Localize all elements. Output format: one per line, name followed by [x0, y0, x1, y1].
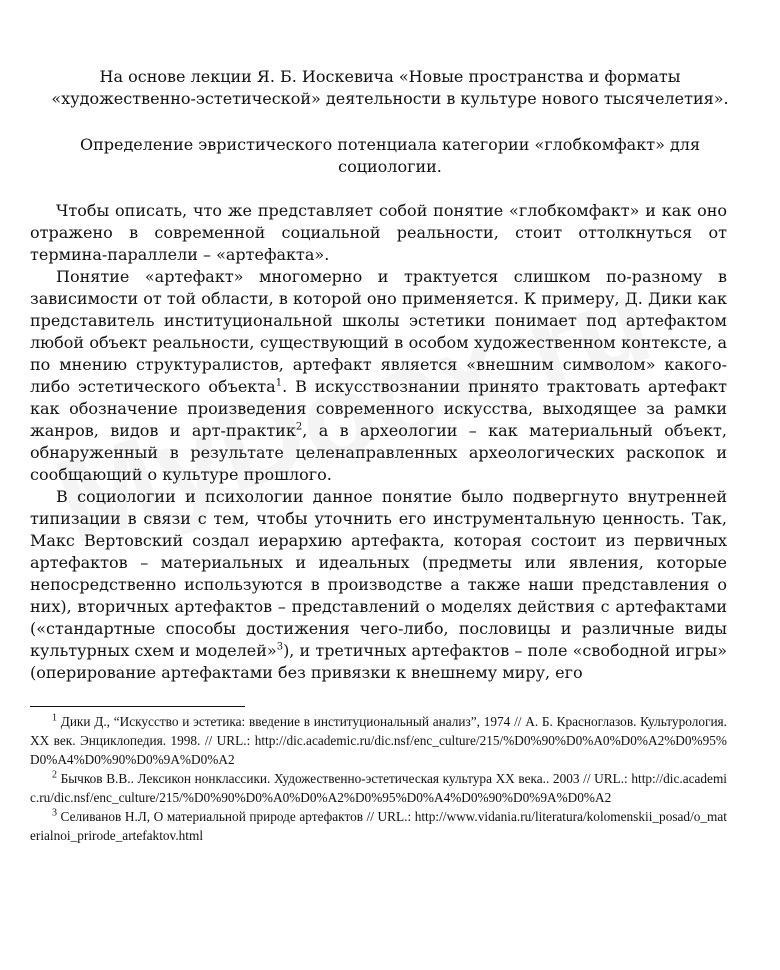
- footnote-ref-3[interactable]: 3: [276, 641, 284, 653]
- footnote-ref-2[interactable]: 2: [295, 421, 303, 433]
- header-line-2: «художественно-эстетической» деятельности в культуре нового тысячелетия».: [51, 89, 729, 108]
- footnote-3: $^3$ Селиванов Н.Л, О материальной природе артефактов // URL.: http://www.vidania.ru/literatura/kolomenskii_posad/o_materialnoi_prirode_artefaktov.html: [30, 807, 727, 843]
- footnote-separator: [30, 706, 245, 707]
- paragraph-2: Понятие «артефакт» многомерно и трактуется слишком по-разному в зависимости от той области, в которой оно применяется. К примеру, Д. Дики как представитель институциональной школы эстетики понимает под артефактом любой объект реальности, существующий в особом художественном контексте, а по мнению структуралистов, артефакт является «внешним символом» какого-либо эстетического объекта$^1$. В искусствознании принято трактовать артефакт как обозначение произведения современного искусства, выходящее за рамки жанров, видов и арт-практик$^2$, а в археологии – как материальный объект, обнаруженный в результате целенаправленных археологических раскопок и сообщающий о культуре прошлого.: [30, 267, 728, 484]
- lecture-header: [30, 66, 750, 110]
- body-text: [30, 200, 727, 684]
- header-line-1: На основе лекции Я. Б. Иоскевича «Новые пространства и форматы: [99, 67, 681, 86]
- footnote-ref-1[interactable]: 1: [275, 377, 283, 389]
- footnote-1: $^1$ Дики Д., “Искусство и эстетика: введение в институциональный анализ”, 1974 // А. Б. Красноглазов. Культурология. XX век. Энциклопедия. 1998. // URL.: http://dic.academic.ru/dic.nsf/enc_culture/215/%D0%90%D0%A0%D0%A2%D0%95%D0%A4%D0%90%D0%9A%D0%A2: [30, 712, 727, 767]
- paragraph-1: Чтобы описать, что же представляет собой понятие «глобкомфакт» и как оно отражено в современной социальной реальности, стоит оттолкнуться от термина-параллели – «артефакта».: [30, 201, 727, 264]
- footnotes: [30, 712, 727, 845]
- footnote-2-link[interactable]: http://dic.academic.ru/dic.nsf/enc_culture/215/%D0%90%D0%A0%D0%A2%D0%95%D0%A4%D0%90%D0%9A%D0%A2: [30, 771, 727, 805]
- paragraph-3: В социологии и психологии данное понятие было подвергнуто внутренней типизации в связи с тем, чтобы уточнить его инструментальную ценность. Так, Макс Вертовский создал иерархию артефакта, которая состоит из первичных артефактов – материальных и идеальных (предметы или явления, которые непосредственно используются в производстве а также наши представления о них), вторичных артефактов – представлений о моделях действия с артефактами («стандартные способы достижения чего-либо, пословицы и различные виды культурных схем и моделей»$^3$), и третичных артефактов – поле «свободной игры» (оперирование артефактами без привязки к внешнему миру, его: [30, 487, 727, 682]
- section-title: [60, 134, 720, 178]
- footnote-2: $^2$ Бычков В.В.. Лексикон нонклассики. Художественно-эстетическая культура XX века.. 2003 // URL.: http://dic.academic.ru/dic.nsf/enc_culture/215/%D0%90%D0%A0%D0%A2%D0%95%D0%A4%D0%90%D0%9A%D0%A2: [30, 769, 727, 805]
- footnote-3-link[interactable]: http://www.vidania.ru/literatura/kolomenskii_posad/o_materialnoi_prirode_artefaktov.html: [30, 809, 727, 843]
- section-title-line-1: Определение эвристического потенциала категории «глобкомфакт» для: [79, 135, 701, 154]
- footnote-1-link[interactable]: http://dic.academic.ru/dic.nsf/enc_culture/215/%D0%90%D0%A0%D0%A2%D0%95%D0%A4%D0%90%D0%9A%D0%A2: [30, 733, 727, 767]
- section-title-line-2: социологии.: [338, 157, 442, 176]
